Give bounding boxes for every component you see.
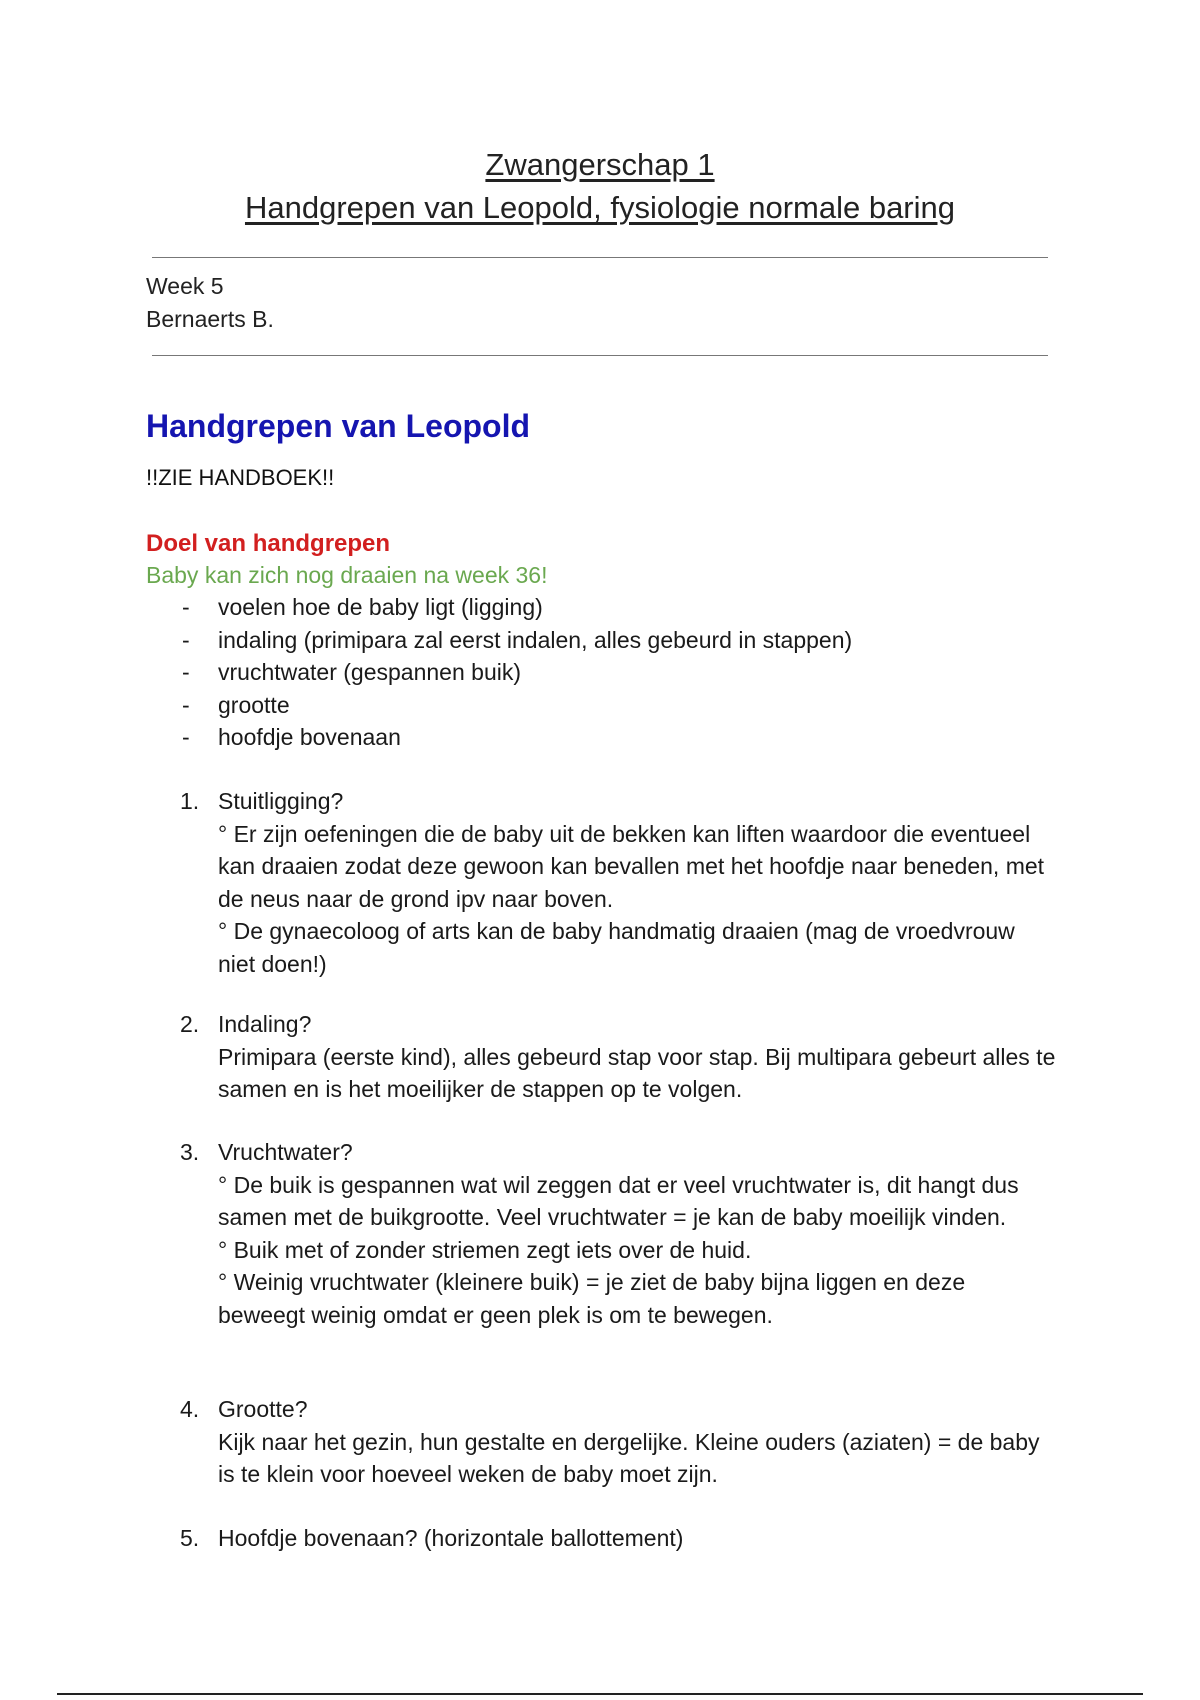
item-line: Primipara (eerste kind), alles gebeurd stap voor stap. Bij multipara gebeurt alles te samen en is het moeilijker de stappen op te volgen.: [218, 1043, 1056, 1102]
item-number: 3.: [180, 1139, 200, 1165]
item-number: 4.: [180, 1396, 200, 1422]
bullet-marker: -: [182, 691, 190, 718]
document-subtitle: Handgrepen van Leopold, fysiologie normale baring: [244, 190, 956, 225]
item-body: [218, 1136, 1058, 1331]
bullet-text: voelen hoe de baby ligt (ligging): [218, 594, 543, 620]
document-title: Zwangerschap 1: [485, 147, 715, 182]
item-line: Kijk naar het gezin, hun gestalte en dergelijke. Kleine ouders (aziaten) = de baby is te klein voor hoeveel weken de baby moet zijn.: [218, 1428, 1040, 1487]
document-title-block: [0, 143, 1200, 229]
author-label: Bernaerts B.: [146, 306, 274, 332]
item-number: 2.: [180, 1011, 200, 1037]
item-number: 5.: [180, 1525, 200, 1551]
item-line: ° De buik is gespannen wat wil zeggen dat er veel vruchtwater is, dit hangt dus samen met de buikgrootte. Veel vruchtwater = je kan de baby moeilijk vinden.: [218, 1171, 1019, 1230]
page-footer-divider: [57, 1693, 1143, 1695]
item-title: Indaling?: [218, 1011, 312, 1037]
handbook-note: !!ZIE HANDBOEK!!: [146, 465, 335, 490]
bottom-divider: [152, 355, 1048, 356]
item-title: Hoofdje bovenaan? (horizontale ballottement): [218, 1525, 684, 1551]
bullet-text: indaling (primipara zal eerst indalen, alles gebeurd in stappen): [218, 626, 853, 653]
item-line: ° Er zijn oefeningen die de baby uit de bekken kan liften waardoor die eventueel kan draaien zodat deze gewoon kan bevallen met het hoofdje naar beneden, met de neus naar de grond ipv naar boven.: [218, 820, 1045, 912]
item-number: 1.: [180, 788, 200, 814]
item-title: Vruchtwater?: [218, 1139, 353, 1165]
week-label: Week 5: [146, 273, 224, 299]
bullet-marker: -: [182, 626, 190, 653]
meta-block: [146, 270, 274, 336]
item-body: [218, 1522, 1058, 1555]
item-body: [218, 1008, 1058, 1106]
bullet-text: vruchtwater (gespannen buik): [218, 659, 521, 685]
bullet-text: hoofdje bovenaan: [218, 724, 401, 750]
item-title: Stuitligging?: [218, 788, 344, 814]
bullet-marker: -: [182, 724, 190, 750]
item-body: [218, 785, 1058, 980]
bullet-text: grootte: [218, 691, 290, 718]
section-heading: Handgrepen van Leopold: [146, 408, 531, 444]
top-divider: [152, 257, 1048, 258]
item-line: ° Buik met of zonder striemen zegt iets over de huid.: [218, 1236, 752, 1263]
item-line: ° Weinig vruchtwater (kleinere buik) = je ziet de baby bijna liggen en deze beweegt weinig omdat er geen plek is om te bewegen.: [218, 1269, 966, 1328]
bullet-marker: -: [182, 594, 190, 620]
bullet-marker: -: [182, 659, 190, 685]
highlight-note: Baby kan zich nog draaien na week 36!: [146, 562, 548, 588]
item-body: [218, 1393, 1058, 1491]
item-line: ° De gynaecoloog of arts kan de baby handmatig draaien (mag de vroedvrouw niet doen!): [218, 918, 1015, 977]
item-title: Grootte?: [218, 1396, 308, 1422]
subsection-heading: Doel van handgrepen: [146, 530, 391, 557]
